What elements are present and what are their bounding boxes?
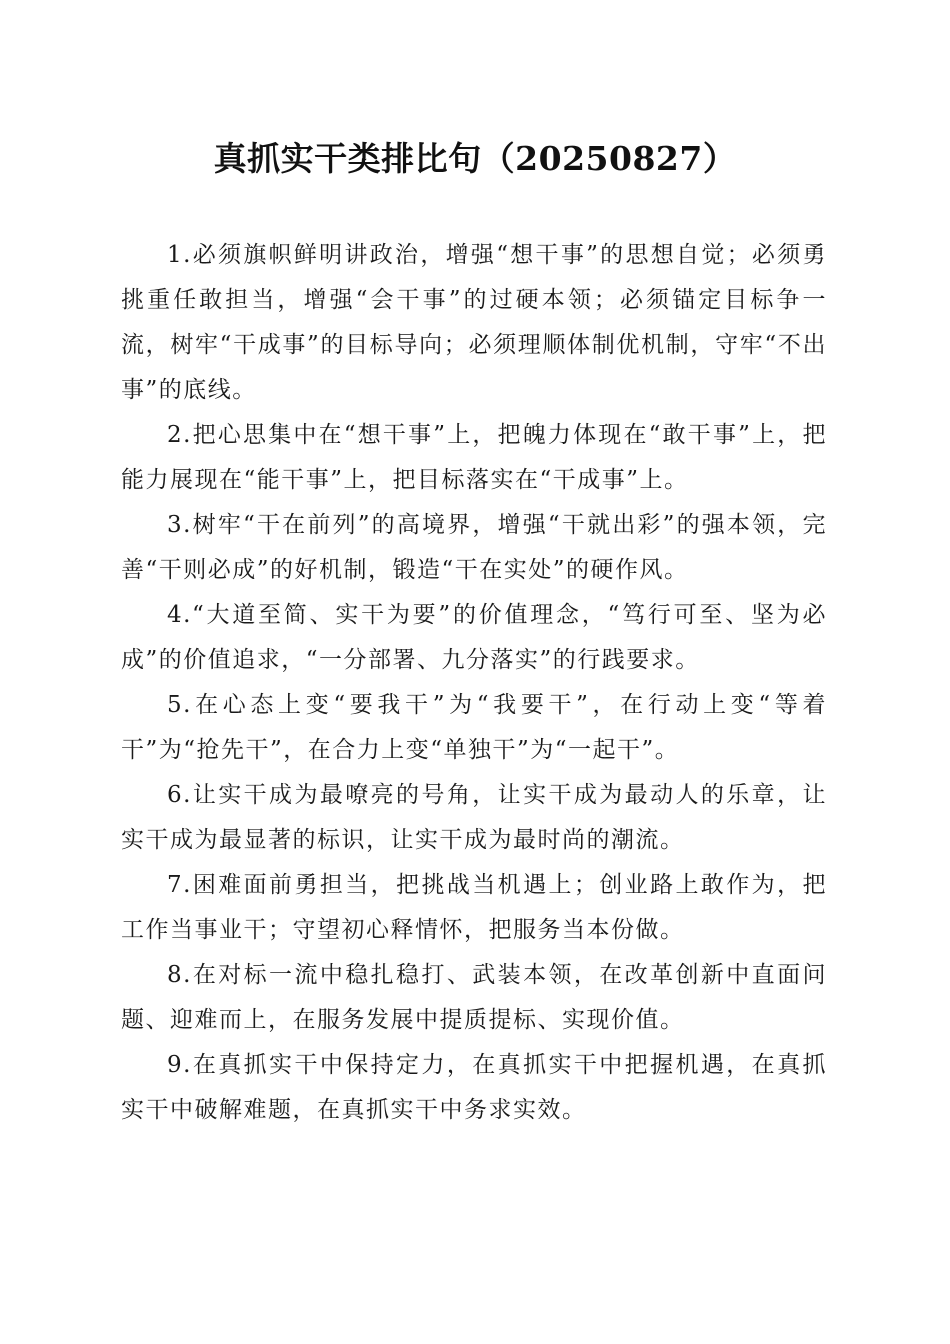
paragraph-4: 4.“大道至简、实干为要”的价值理念，“笃行可至、坚为必成”的价值追求，“一分部署、九分落实”的行践要求。 <box>121 602 827 673</box>
paragraph-9: 9.在真抓实干中保持定力，在真抓实干中把握机遇，在真抓实干中破解难题，在真抓实干中务求实效。 <box>121 1052 827 1123</box>
paragraph-5: 5.在心态上变“要我干”为“我要干”，在行动上变“等着干”为“抢先干”，在合力上变“单独干”为“一起干”。 <box>121 692 827 763</box>
paragraph-6: 6.让实干成为最嘹亮的号角，让实干成为最动人的乐章，让实干成为最显著的标识，让实干成为最时尚的潮流。 <box>121 782 827 853</box>
paragraph-1: 1.必须旗帜鲜明讲政治，增强“想干事”的思想自觉；必须勇挑重任敢担当，增强“会干事”的过硬本领；必须锚定目标争一流，树牢“干成事”的目标导向；必须理顺体制优机制，守牢“不出事”的底线。 <box>121 242 827 403</box>
paragraph-7: 7.困难面前勇担当，把挑战当机遇上；创业路上敢作为，把工作当事业干；守望初心释情怀，把服务当本份做。 <box>121 872 827 943</box>
document-title: 真抓实干类排比句（20250827） <box>213 139 737 178</box>
paragraph-8: 8.在对标一流中稳扎稳打、武装本领，在改革创新中直面问题、迎难而上，在服务发展中提质提标、实现价值。 <box>121 962 827 1033</box>
document-body <box>121 233 827 1133</box>
paragraph-3: 3.树牢“干在前列”的高境界，增强“干就出彩”的强本领，完善“干则必成”的好机制，锻造“干在实处”的硬作风。 <box>121 512 827 583</box>
paragraph-2: 2.把心思集中在“想干事”上，把魄力体现在“敢干事”上，把能力展现在“能干事”上，把目标落实在“干成事”上。 <box>121 422 827 493</box>
